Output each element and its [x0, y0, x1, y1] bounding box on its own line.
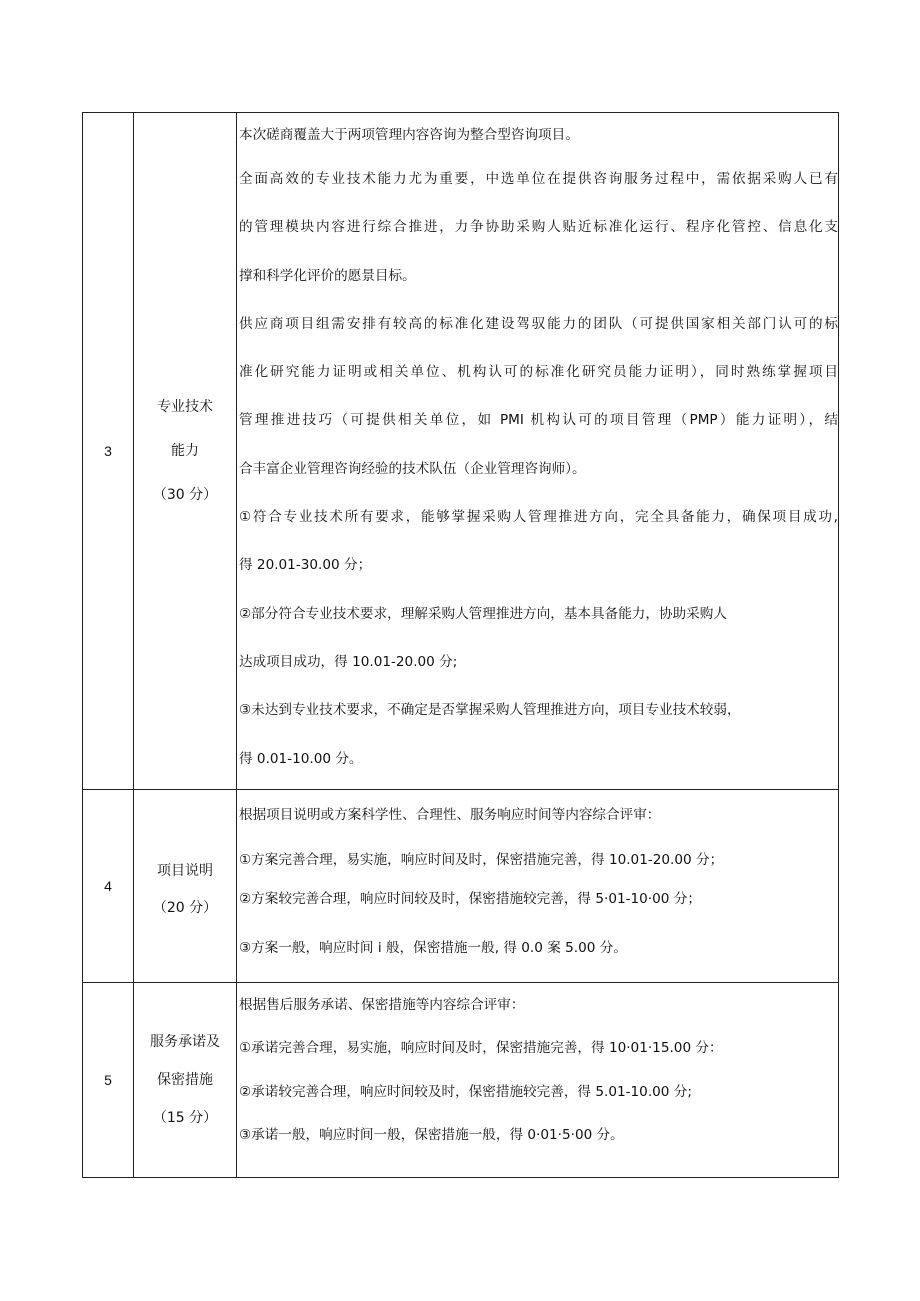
description-line: ②部分符合专业技术要求，理解采购人管理推进方向，基本具备能力，协助采购人	[239, 605, 727, 622]
description-line: 根据售后服务承诺、保密措施等内容综合评审：	[239, 997, 525, 1013]
criterion-points: （15 分）	[152, 1110, 218, 1126]
table-row	[83, 790, 839, 983]
criterion-name	[134, 790, 237, 983]
criterion-line: 项目说明	[157, 863, 213, 879]
description-line: 根据项目说明或方案科学性、合理性、服务响应时间等内容综合评审：	[239, 807, 661, 823]
description-line: 达成项目成功，得 10.01-20.00 分;	[239, 653, 458, 670]
description-line: ①符合专业技术所有要求，能够掌握采购人管理推进方向，完全具备能力，确保项目成功,	[239, 509, 838, 526]
description-line: ③承诺一般，响应时间一般，保密措施一般，得 0·01·5·00 分。	[239, 1127, 624, 1143]
criterion-line: 能力	[171, 443, 199, 459]
description-line: 的管理模块内容进行综合推进，力争协助采购人贴近标准化运行、程序化管控、信息化支	[239, 219, 838, 236]
description-line: 管理推进技巧（可提供相关单位，如 PMI 机构认可的项目管理（PMP）能力证明），结	[239, 412, 838, 429]
description-line: ③方案一般，响应时间 i 般，保密措施一般, 得 0.0 案 5.00 分。	[239, 940, 627, 956]
criterion-line: 服务承诺及	[150, 1034, 220, 1050]
criterion-points: （30 分）	[152, 487, 218, 503]
description-line: 准化研究能力证明或相关单位、机构认可的标准化研究员能力证明），同时熟练掌握项目	[239, 364, 838, 381]
description-line: ③未达到专业技术要求，不确定是否掌握采购人管理推进方向，项目专业技术较弱，	[239, 702, 741, 719]
criterion-line: 保密措施	[157, 1072, 213, 1088]
table-row	[83, 113, 839, 790]
table-row	[83, 983, 839, 1178]
criterion-points: （20 分）	[152, 900, 218, 916]
description-line: ①承诺完善合理，易实施，响应时间及时，保密措施完善，得 10·01·15.00 分：	[239, 1040, 723, 1056]
criterion-line: 专业技术	[157, 399, 213, 415]
row-number: 3	[83, 113, 134, 790]
criterion-description	[237, 790, 839, 983]
row-number: 4	[83, 790, 134, 983]
description-line: 撑和科学化评价的愿景目标。	[239, 267, 416, 284]
criterion-description	[237, 113, 839, 790]
description-line: 得 20.01-30.00 分；	[239, 557, 372, 574]
description-line: ②方案较完善合理，响应时间较及时，保密措施较完善，得 5·01-10·00 分；	[239, 891, 701, 907]
criterion-description	[237, 983, 839, 1178]
description-line: ①方案完善合理，易实施，响应时间及时，保密措施完善，得 10.01-20.00 分；	[239, 852, 724, 868]
scoring-table	[82, 112, 839, 1178]
description-line: 合丰富企业管理咨询经验的技术队伍（企业管理咨询师）。	[239, 460, 586, 477]
description-line: 得 0.01-10.00 分。	[239, 750, 363, 767]
description-line: 供应商项目组需安排有较高的标准化建设驾驭能力的团队（可提供国家相关部门认可的标	[239, 315, 838, 332]
description-line: 全面高效的专业技术能力尤为重要，中选单位在提供咨询服务过程中，需依据采购人已有	[239, 171, 838, 187]
description-line: ②承诺较完善合理，响应时间较及时，保密措施较完善，得 5.01-10.00 分;	[239, 1084, 692, 1100]
row-number: 5	[83, 983, 134, 1178]
description-line: 本次磋商覆盖大于两项管理内容咨询为整合型咨询项目。	[239, 127, 579, 143]
criterion-name	[134, 983, 237, 1178]
criterion-name	[134, 113, 237, 790]
